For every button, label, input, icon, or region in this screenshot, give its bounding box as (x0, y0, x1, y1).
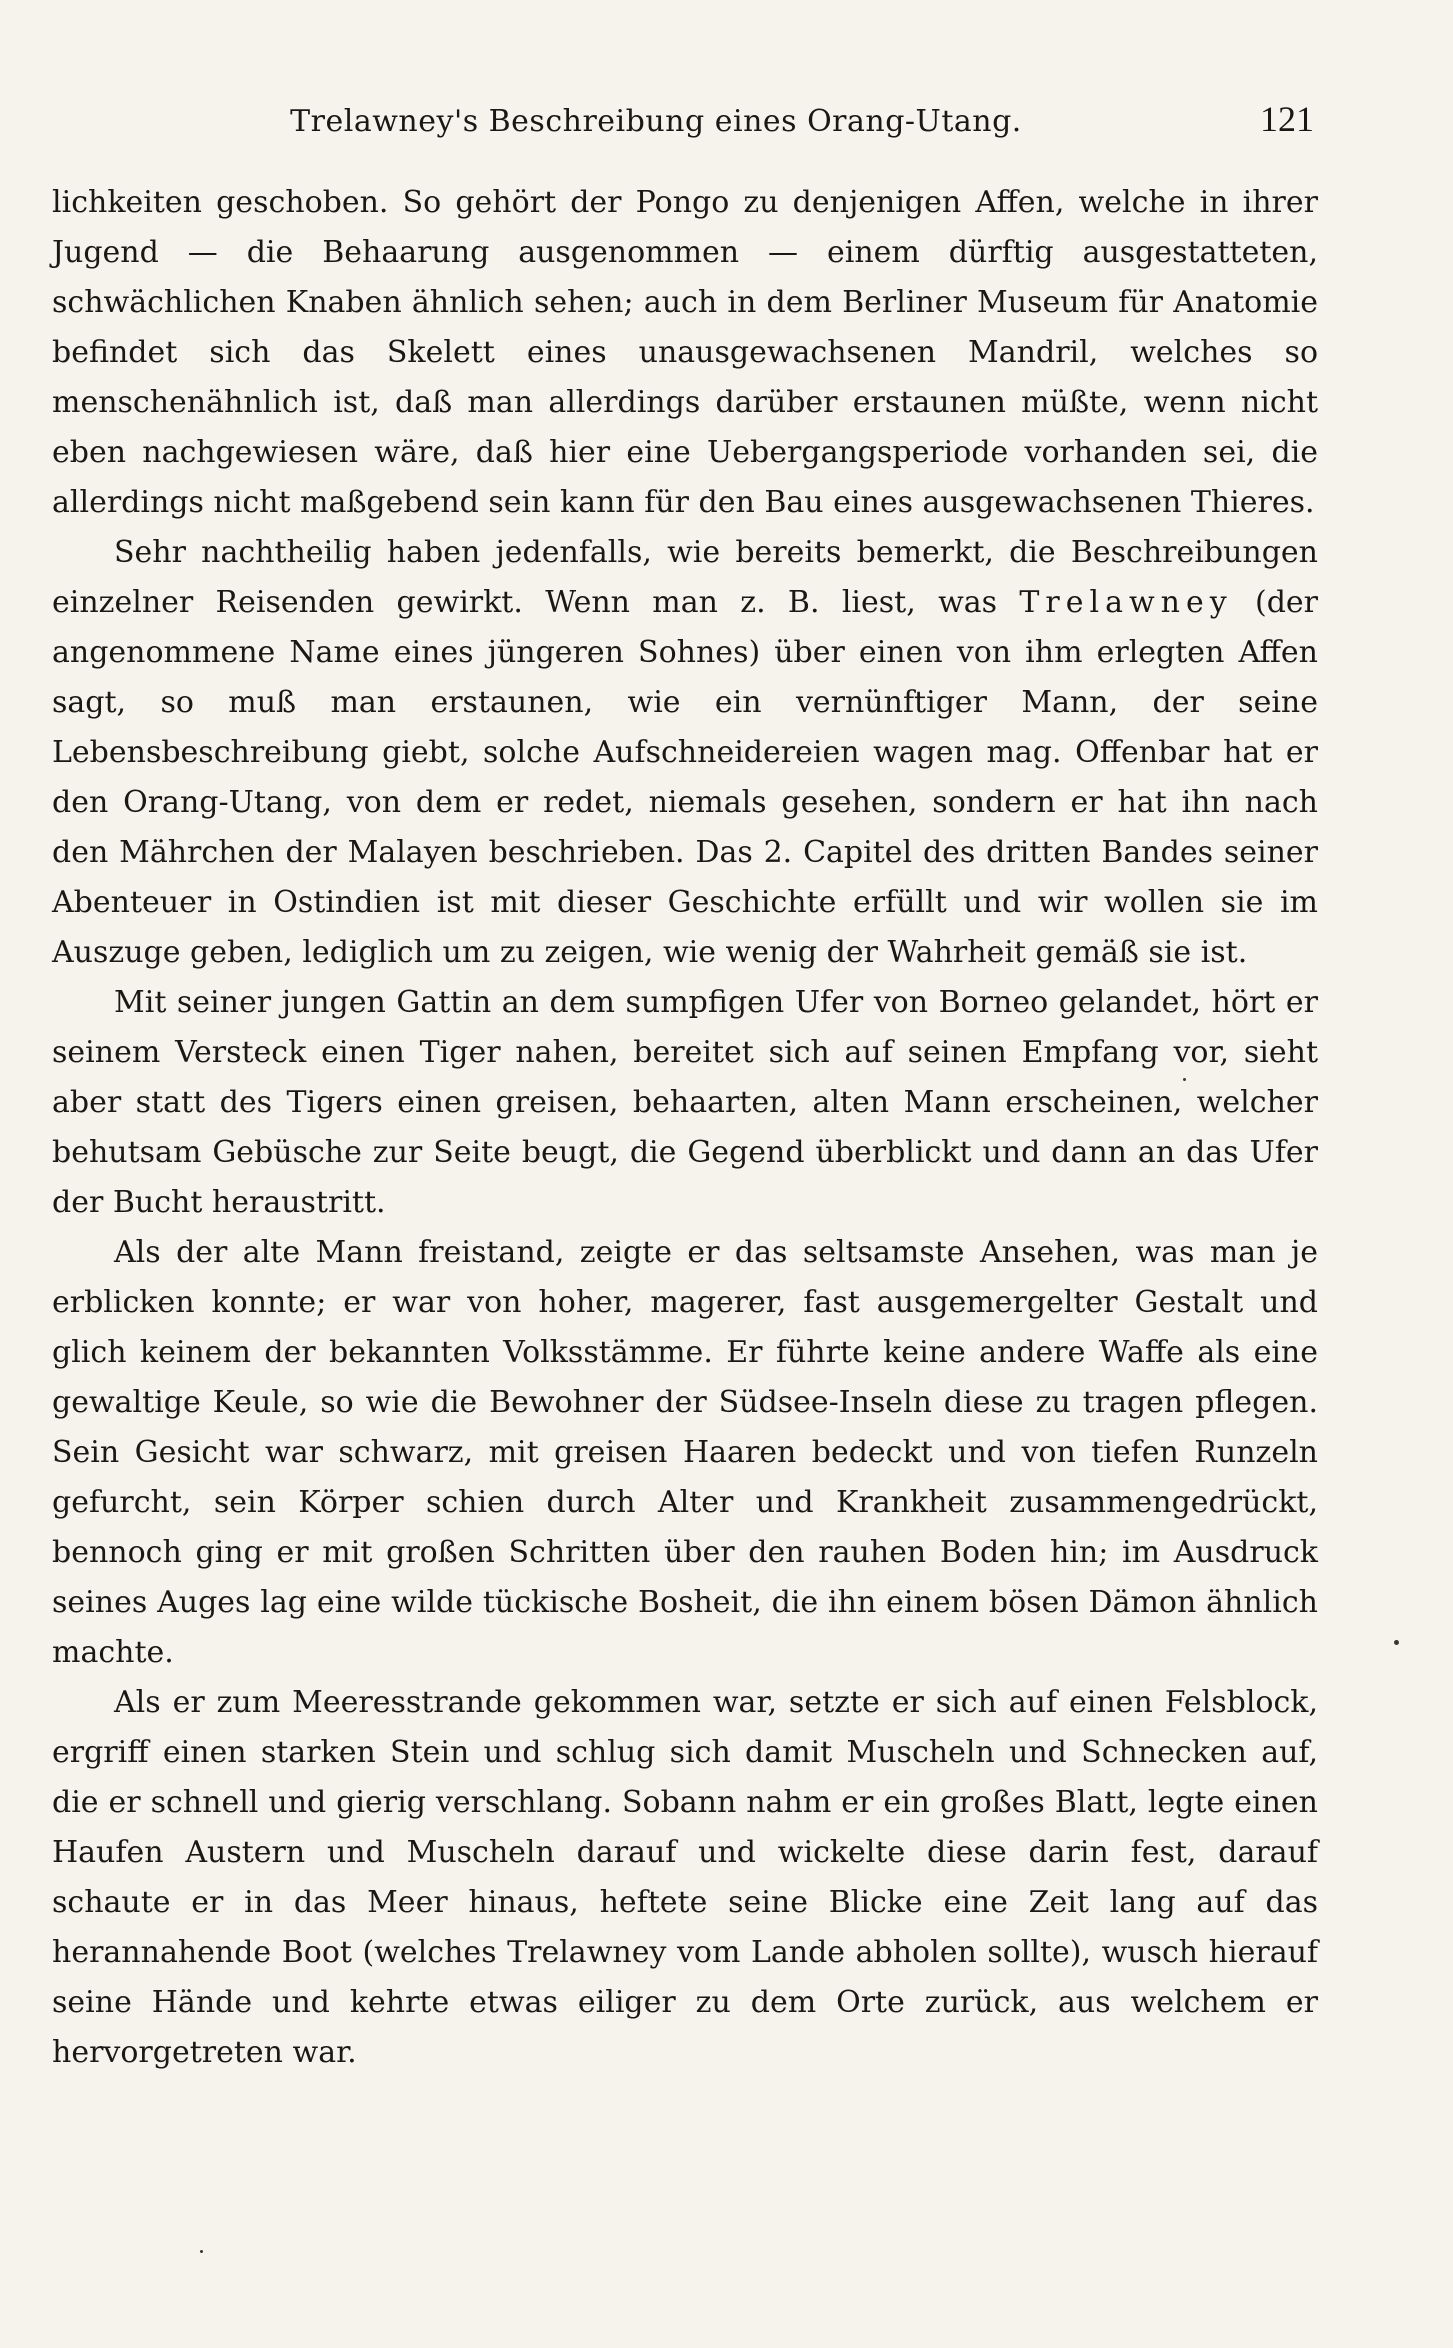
running-head (52, 98, 1320, 158)
paragraph: lichkeiten geschoben. So gehört der Pongo zu denjenigen Affen, welche in ihrer Jugend — die Behaarung ausgenommen — einem dürftig ausgestatteten, schwächlichen Knaben ähnlich sehen; auch in dem Berliner Museum für Anatomie befindet sich das Skelett eines unausgewachsenen Mandril, welches so menschenähnlich ist, daß man allerdings darüber erstaunen müßte, wenn nicht eben nachgewiesen wäre, daß hier eine Uebergangsperiode vorhanden sei, die allerdings nicht maßgebend sein kann für den Bau eines ausgewachsenen Thieres. (52, 185, 1318, 520)
page-number: 121 (1260, 99, 1314, 139)
running-title: Trelawney's Beschreibung eines Orang-Utang. (290, 104, 1022, 139)
paragraph: Als er zum Meeresstrande gekommen war, setzte er sich auf einen Felsblock, ergriff einen starken Stein und schlug sich damit Muscheln und Schnecken auf, die er schnell und gierig verschlang. Sobann nahm er ein großes Blatt, legte einen Haufen Austern und Muscheln darauf und wickelte diese darin fest, darauf schaute er in das Meer hinaus, heftete seine Blicke eine Zeit lang auf das herannahende Boot (welches Trelawney vom Lande abholen sollte), wusch hierauf seine Hände und kehrte etwas eiliger zu dem Orte zurück, aus welchem er hervorgetreten war. (52, 1685, 1318, 2070)
paragraph-text: (der angenommene Name eines jüngeren Sohnes) über einen von ihm erlegten Affen sagt, so muß man erstaunen, wie ein vernünftiger Mann, der seine Lebensbeschreibung giebt, solche Aufschneidereien wagen mag. Offenbar hat er den Orang-Utang, von dem er redet, niemals gesehen, sondern er hat ihn nach den Mährchen der Malayen beschrieben. Das 2. Capitel des dritten Bandes seiner Abenteuer in Ostindien ist mit dieser Geschichte erfüllt und wir wollen sie im Auszuge geben, lediglich um zu zeigen, wie wenig der Wahrheit gemäß sie ist. (52, 585, 1319, 970)
paper-speck (200, 2250, 203, 2253)
paragraph: Als der alte Mann freistand, zeigte er das seltsamste Ansehen, was man je erblicken konnte; er war von hoher, magerer, fast ausgemergelter Gestalt und glich keinem der bekannten Volksstämme. Er führte keine andere Waffe als eine gewaltige Keule, so wie die Bewohner der Südsee-Inseln diese zu tragen pflegen. Sein Gesicht war schwarz, mit greisen Haaren bedeckt und von tiefen Runzeln gefurcht, sein Körper schien durch Alter und Krankheit zusammengedrückt, bennoch ging er mit großen Schritten über den rauhen Boden hin; im Ausdruck seines Auges lag eine wilde tückische Bosheit, die ihn einem bösen Dämon ähnlich machte. (52, 1235, 1318, 1670)
paragraph (52, 528, 1318, 978)
paper-speck (1183, 1078, 1186, 1081)
paragraph-text: Sehr nachtheilig haben jedenfalls, wie bereits bemerkt, die Beschreibungen einzelner Reisenden gewirkt. Wenn man z. B. liest, was (52, 535, 1318, 620)
paragraph: Mit seiner jungen Gattin an dem sumpfigen Ufer von Borneo gelandet, hört er seinem Versteck einen Tiger nahen, bereitet sich auf seinen Empfang vor, sieht aber statt des Tigers einen greisen, behaarten, alten Mann erscheinen, welcher behutsam Gebüsche zur Seite beugt, die Gegend überblickt und dann an das Ufer der Bucht heraustritt. (52, 985, 1318, 1220)
body-text (52, 178, 1318, 2078)
spaced-name: Trelawney (1019, 585, 1233, 620)
paper-speck (1394, 1640, 1399, 1645)
